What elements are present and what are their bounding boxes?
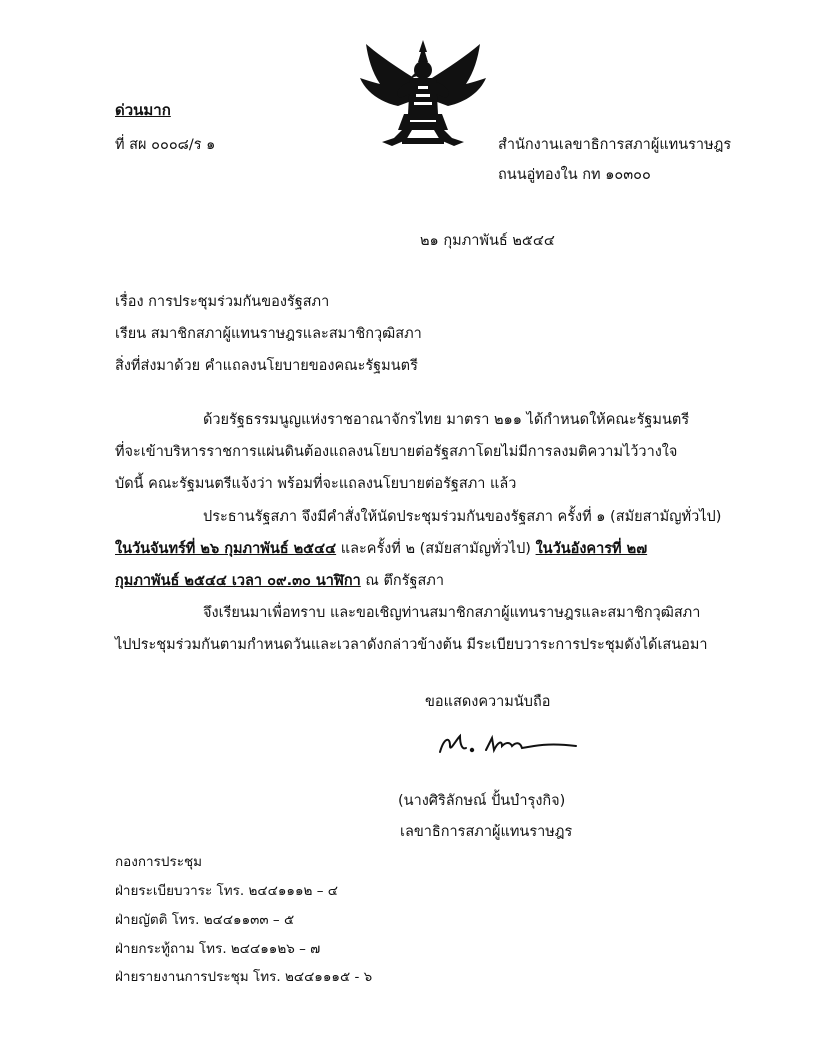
body-paragraph-1-line-2: ที่จะเข้าบริหารราชการแผ่นดินต้องแถลงนโยบายต่อรัฐสภาโดยไม่มีการลงมติความไว้วางใจ (115, 444, 678, 460)
footer-contact: ฝ่ายรายงานการประชุม โทร. ๒๔๔๑๑๑๕ - ๖ (115, 969, 373, 985)
signatory-name: (นางศิริลักษณ์ ปั้นบำรุงกิจ) (398, 793, 566, 809)
footer-contact: ฝ่ายญัตติ โทร. ๒๔๔๑๑๓๓ – ๕ (115, 912, 295, 928)
second-meeting-text: และครั้งที่ ๒ (สมัยสามัญทั่วไป) (336, 541, 536, 557)
body-paragraph-2-line-1: ประธานรัฐสภา จึงมีคำสั่งให้นัดประชุมร่วมกันของรัฐสภา ครั้งที่ ๑ (สมัยสามัญทั่วไป) (203, 509, 722, 525)
body-paragraph-1-line-3: บัดนี้ คณะรัฐมนตรีแจ้งว่า พร้อมที่จะแถลงนโยบายต่อรัฐสภา แล้ว (115, 476, 517, 492)
recipient-line: เรียน สมาชิกสภาผู้แทนราษฎรและสมาชิกวุฒิสภา (115, 326, 422, 342)
body-paragraph-3-line-2: ไปประชุมร่วมกันตามกำหนดวันและเวลาดังกล่าวข้างต้น มีระเบียบวาระการประชุมดังได้เสนอมา (115, 637, 708, 653)
footer-division: กองการประชุม (115, 854, 203, 870)
footer-contact: ฝ่ายระเบียบวาระ โทร. ๒๔๔๑๑๑๒ – ๔ (115, 883, 338, 899)
body-paragraph-3-line-1: จึงเรียนมาเพื่อทราบ และขอเชิญท่านสมาชิกสภาผู้แทนราษฎรและสมาชิกวุฒิสภา (203, 605, 701, 621)
body-paragraph-2-line-2 (115, 537, 647, 560)
office-name: สำนักงานเลขาธิการสภาผู้แทนราษฎร (498, 137, 732, 153)
reference-number: ที่ สผ ๐๐๐๘/ร ๑ (115, 137, 216, 153)
closing-salutation: ขอแสดงความนับถือ (425, 694, 551, 710)
garuda-emblem-icon (358, 38, 488, 150)
handwritten-signature-icon (436, 730, 586, 760)
subject-line: เรื่อง การประชุมร่วมกันของรัฐสภา (115, 294, 330, 310)
body-paragraph-1-line-1: ด้วยรัฐธรรมนูญแห่งราชอาณาจักรไทย มาตรา ๒๑๑ ได้กำหนดให้คณะรัฐมนตรี (203, 412, 690, 428)
office-address: ถนนอู่ทองใน กท ๑๐๓๐๐ (498, 167, 651, 183)
meeting-time: กุมภาพันธ์ ๒๕๔๔ เวลา ๐๙.๓๐ นาฬิกา (115, 573, 361, 589)
signatory-position: เลขาธิการสภาผู้แทนราษฎร (400, 824, 573, 840)
footer-contact: ฝ่ายกระทู้ถาม โทร. ๒๔๔๑๑๒๖ – ๗ (115, 941, 321, 957)
meeting-venue: ณ ตึกรัฐสภา (360, 573, 445, 589)
body-paragraph-2-line-3 (115, 569, 444, 592)
first-meeting-date: ในวันจันทร์ที่ ๒๖ กุมภาพันธ์ ๒๕๔๔ (115, 541, 337, 557)
enclosure-line: สิ่งที่ส่งมาด้วย คำแถลงนโยบายของคณะรัฐมนตรี (115, 358, 418, 374)
second-meeting-date: ในวันอังคารที่ ๒๗ (535, 541, 648, 557)
document-date: ๒๑ กุมภาพันธ์ ๒๕๔๔ (420, 233, 555, 249)
urgency-label: ด่วนมาก (115, 101, 171, 119)
